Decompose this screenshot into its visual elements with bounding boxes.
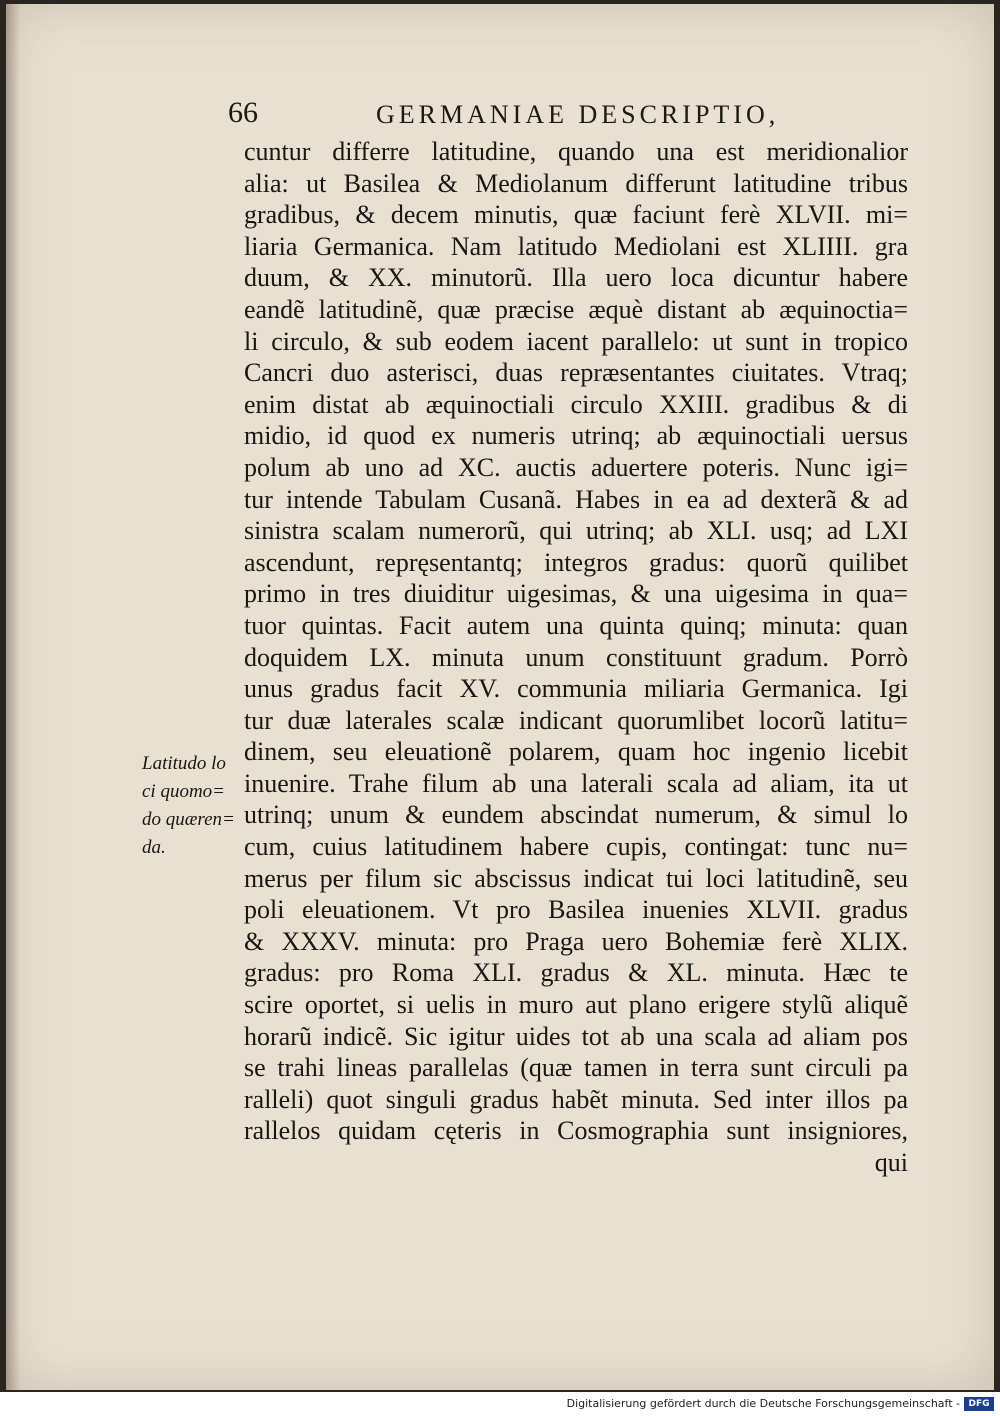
text-line: alia: ut Basilea & Mediolanum differunt latitudine tribus [244,168,908,198]
text-line: cum, cuius latitudinem habere cupis, contingat: tunc nu= [244,832,908,862]
marginal-note [142,750,242,862]
book-page [6,4,994,1390]
text-line: ascendunt, repręsentantq; integros gradus: quorũ quilibet [244,547,908,577]
text-line: ralleli) quot singuli gradus habẽt minuta. Sed inter illos pa [244,1084,908,1114]
page-number: 66 [228,96,258,129]
text-line: utrinq; unum & eundem abscindat numerum, & simul lo [244,800,908,830]
text-line: li circulo, & sub eodem iacent parallelo: ut sunt in tropico [244,326,908,356]
marginal-note-line: Latitudo lo [142,753,226,774]
page-header-title: GERMANIAE DESCRIPTIO, [376,100,780,129]
text-line: se trahi lineas parallelas (quæ tamen in terra sunt circuli pa [244,1053,908,1083]
text-line: tur duæ laterales scalæ indicant quorumlibet locorũ latitu= [244,705,908,735]
running-head [6,96,994,136]
text-line: liaria Germanica. Nam latitudo Mediolani est XLIIII. gra [244,231,908,261]
marginal-note-line: ci quomo= [142,781,226,802]
text-line: tuor quintas. Facit autem una quinta quinq; minuta: quan [244,610,908,640]
marginal-note-line: do quæren= [142,809,235,830]
text-line: gradibus, & decem minutis, quæ faciunt ferè XLVII. mi= [244,200,908,230]
dfg-logo-icon: DFG [964,1397,994,1411]
body-text [244,136,908,1179]
text-line: polum ab uno ad XC. auctis aduertere poteris. Nunc igi= [244,452,908,482]
marginal-note-line: da. [142,837,166,858]
text-line: primo in tres diuiditur uigesimas, & una uigesima in qua= [244,579,908,609]
text-line: horarũ indicẽ. Sic igitur uides tot ab una scala ad aliam pos [244,1021,908,1051]
catchword: qui [874,1148,908,1177]
text-line: & XXXV. minuta: pro Praga uero Bohemiæ ferè XLIX. [244,926,908,956]
text-line: scire oportet, si uelis in muro aut plano erigere stylũ aliquẽ [244,990,908,1020]
text-line: midio, id quod ex numeris utrinq; ab æquinoctiali uersus [244,421,908,451]
text-line: enim distat ab æquinoctiali circulo XXIII. gradibus & di [244,389,908,419]
text-line: Cancri duo asterisci, duas repræsentantes ciuitates. Vtraq; [244,358,908,388]
text-line: sinistra scalam numerorũ, qui utrinq; ab XLI. usq; ad LXI [244,516,908,546]
page-gutter-shadow [6,4,20,1390]
text-line: inuenire. Trahe filum ab una laterali scala ad aliam, ita ut [244,768,908,798]
text-line: gradus: pro Roma XLI. gradus & XL. minuta. Hæc te [244,958,908,988]
text-line: eandẽ latitudinẽ, quæ præcise æquè distant ab æquinoctia= [244,294,908,324]
text-line: tur intende Tabulam Cusanã. Habes in ea ad dexterã & ad [244,484,908,514]
text-line: cuntur differre latitudine, quando una est meridionalior [244,137,908,166]
text-line: dinem, seu eleuationẽ polarem, quam hoc ingenio licebit [244,737,908,767]
footer-credit: Digitalisierung gefördert durch die Deutsche Forschungsgemeinschaft - [566,1397,960,1410]
text-line: doquidem LX. minuta unum constituunt gradum. Porrò [244,642,908,672]
text-line: unus gradus facit XV. communia miliaria Germanica. Igi [244,674,908,704]
digitization-footer [0,1392,1000,1416]
text-line: poli eleuationem. Vt pro Basilea inuenies XLVII. gradus [244,895,908,925]
text-line: rallelos quidam cęteris in Cosmographia sunt insigniores, [244,1116,908,1146]
text-line: duum, & XX. minutorũ. Illa uero loca dicuntur habere [244,263,908,293]
text-line: merus per filum sic abscissus indicat tui loci latitudinẽ, seu [244,863,908,893]
